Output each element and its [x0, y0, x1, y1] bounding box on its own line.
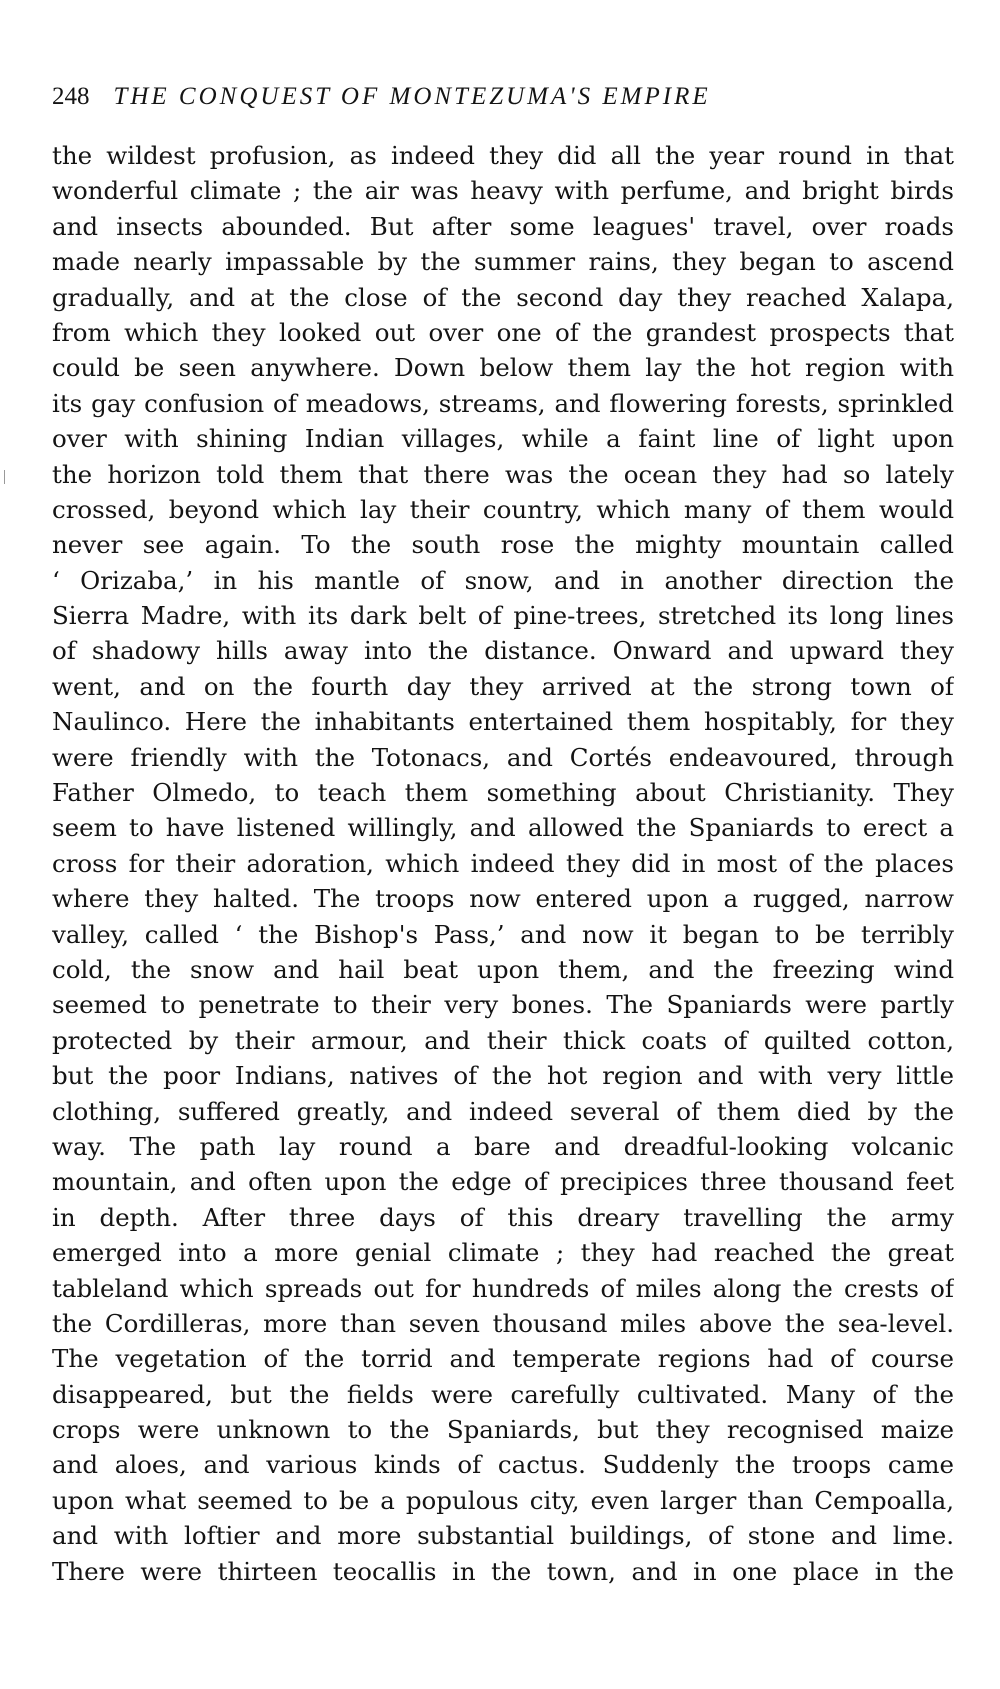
text-line: Naulinco. Here the inhabitants entertained them hospitably, for they [52, 707, 954, 737]
text-line: never see again. To the south rose the mighty mountain called [52, 530, 954, 560]
text-line: cold, the snow and hail beat upon them, and the freezing wind [52, 954, 954, 984]
margin-mark [4, 470, 5, 484]
text-line: wonderful climate ; the air was heavy with perfume, and bright birds [52, 176, 954, 206]
body-text [52, 138, 954, 1589]
page-number: 248 [52, 83, 90, 110]
text-line: protected by their armour, and their thick coats of quilted cotton, [52, 1025, 954, 1055]
running-head [52, 76, 952, 116]
text-line: cross for their adoration, which indeed they did in most of the places [52, 848, 954, 878]
text-line: were friendly with the Totonacs, and Cortés endeavoured, through [52, 742, 954, 772]
text-line: in depth. After three days of this dreary travelling the army [52, 1202, 954, 1232]
text-line: of shadowy hills away into the distance. Onward and upward they [52, 636, 954, 666]
text-line: and insects abounded. But after some leagues' travel, over roads [52, 211, 954, 241]
text-line: upon what seemed to be a populous city, even larger than Cempoalla, [52, 1485, 954, 1515]
text-line: went, and on the fourth day they arrived at the strong town of [52, 671, 954, 701]
text-line: crossed, beyond which lay their country, which many of them would [52, 494, 954, 524]
text-line: The vegetation of the torrid and temperate regions had of course [52, 1344, 954, 1374]
text-line: disappeared, but the fields were carefully cultivated. Many of the [52, 1379, 954, 1409]
text-line: Father Olmedo, to teach them something about Christianity. They [52, 778, 954, 808]
text-line: gradually, and at the close of the second day they reached Xalapa, [52, 282, 954, 312]
text-line: from which they looked out over one of the grandest prospects that [52, 317, 954, 347]
text-line: and with loftier and more substantial buildings, of stone and lime. [52, 1521, 954, 1551]
text-line: valley, called ‘ the Bishop's Pass,’ and now it began to be terribly [52, 919, 954, 949]
text-line: where they halted. The troops now entered upon a rugged, narrow [52, 884, 954, 914]
text-line: and aloes, and various kinds of cactus. Suddenly the troops came [52, 1450, 954, 1480]
text-line: could be seen anywhere. Down below them lay the hot region with [52, 353, 954, 383]
text-line: way. The path lay round a bare and dreadful-looking volcanic [52, 1131, 954, 1161]
text-line: seem to have listened willingly, and allowed the Spaniards to erect a [52, 813, 954, 843]
text-line: its gay confusion of meadows, streams, and flowering forests, sprinkled [52, 388, 954, 418]
running-title: THE CONQUEST OF MONTEZUMA'S EMPIRE [113, 83, 711, 110]
text-line: the horizon told them that there was the ocean they had so lately [52, 459, 954, 489]
text-line: mountain, and often upon the edge of precipices three thousand feet [52, 1167, 954, 1197]
text-line: ‘ Orizaba,’ in his mantle of snow, and in another direction the [52, 565, 954, 595]
text-line: made nearly impassable by the summer rains, they began to ascend [52, 247, 954, 277]
text-line: emerged into a more genial climate ; they had reached the great [52, 1238, 954, 1268]
text-line: the wildest profusion, as indeed they did all the year round in that [52, 141, 954, 170]
text-line: There were thirteen teocallis in the town, and in one place in the [52, 1556, 954, 1586]
text-line: tableland which spreads out for hundreds of miles along the crests of [52, 1273, 954, 1303]
text-line: crops were unknown to the Spaniards, but they recognised maize [52, 1415, 954, 1445]
text-line: the Cordilleras, more than seven thousand miles above the sea-level. [52, 1308, 954, 1338]
text-line: over with shining Indian villages, while a faint line of light upon [52, 424, 954, 454]
text-line: but the poor Indians, natives of the hot region and with very little [52, 1061, 954, 1091]
text-line: clothing, suffered greatly, and indeed several of them died by the [52, 1096, 954, 1126]
text-line: seemed to penetrate to their very bones. The Spaniards were partly [52, 990, 954, 1020]
text-line: Sierra Madre, with its dark belt of pine-trees, stretched its long lines [52, 601, 954, 631]
